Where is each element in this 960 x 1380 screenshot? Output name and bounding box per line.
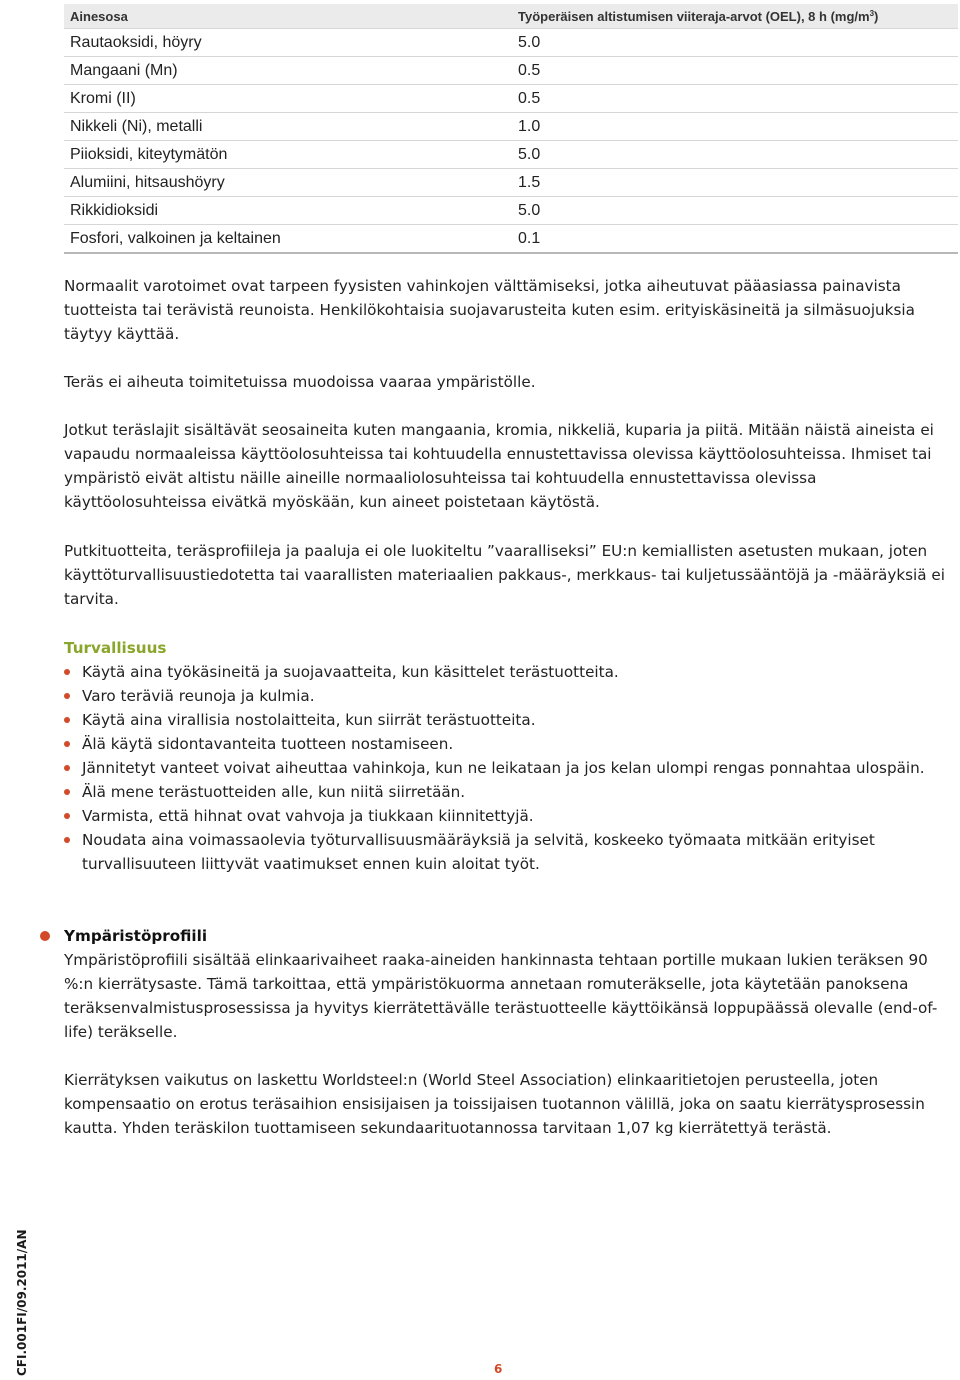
paragraph-environment-safe: Teräs ei aiheuta toimitetuissa muodoissa vaaraa ympäristölle. <box>64 373 536 391</box>
paragraph-precautions: Normaalit varotoimet ovat tarpeen fyysisten vahinkojen välttämiseksi, jotka aiheutuvat pääasiassa painavista tuotteista tai terävistä reunoista. Henkilökohtaisia suojavarusteita kuten esim. erityiskäsineitä ja silmäsuojuksia täytyy käyttää. <box>64 277 915 343</box>
row-value: 5.0 <box>518 29 958 57</box>
bullet-icon <box>64 765 70 771</box>
row-value: 5.0 <box>518 197 958 225</box>
bullet-icon <box>64 837 70 843</box>
list-item <box>64 780 958 804</box>
table-row <box>64 85 958 113</box>
list-item-text: Varo teräviä reunoja ja kulmia. <box>82 687 315 705</box>
header-oel-sup: 3 <box>869 8 875 18</box>
oel-table <box>64 4 958 254</box>
row-substance: Mangaani (Mn) <box>64 57 518 85</box>
table-row <box>64 197 958 225</box>
paragraph-classification: Putkituotteita, teräsprofiileja ja paaluja ei ole luokiteltu ”vaaralliseksi” EU:n kemiallisten asetusten mukaan, joten käyttöturvallisuustiedotetta tai vaarallisten materiaalien pakkaus-, merkkaus- tai kuljetussääntöjä ja -määräyksiä ei tarvita. <box>64 542 945 608</box>
bullet-icon <box>64 669 70 675</box>
list-item-text: Älä mene terästuotteiden alle, kun niitä siirretään. <box>82 783 466 801</box>
list-item <box>64 828 958 876</box>
header-oel-close: ) <box>874 8 879 24</box>
paragraph-environment-profile: Ympäristöprofiili sisältää elinkaarivaiheet raaka-aineiden hankinnasta tehtaan portille mukaan lukien teräksen 90 %:n kierrätysaste. Tämä tarkoittaa, että ympäristökuorma annetaan romuteräkselle, jota käytetään panoksena teräksenvalmistusprosessissa ja hyvitys kierrätettävälle terästuotteelle käyttöikänsä loppupäässä olevalle (end-of-life) teräkselle. <box>64 951 938 1041</box>
list-item <box>64 708 958 732</box>
row-value: 1.5 <box>518 169 958 197</box>
table-row <box>64 113 958 141</box>
row-substance: Nikkeli (Ni), metalli <box>64 113 518 141</box>
safety-list <box>64 660 958 876</box>
list-item <box>64 804 958 828</box>
safety-heading: Turvallisuus <box>64 639 167 657</box>
bullet-icon <box>64 717 70 723</box>
list-item-text: Varmista, että hihnat ovat vahvoja ja tiukkaan kiinnitettyjä. <box>82 807 534 825</box>
table-header-row <box>64 4 958 29</box>
paragraph-alloying-elements: Jotkut teräslajit sisältävät seosaineita kuten mangaania, kromia, nikkeliä, kuparia ja piitä. Mitään näistä aineista ei vapaudu normaaleissa käyttöolosuhteissa tai kohtuudella ennustettavissa olevissa käyttöolosuhteissa. Ihmiset tai ympäristö eivät altistu näille aineille normaaliolosuhteissa tai kohtuudella ennustettavissa olevissa käyttöolosuhteissa eivätkä myöskään, kun aineet poistetaan käytöstä. <box>64 421 934 511</box>
list-item <box>64 660 958 684</box>
list-item <box>64 684 958 708</box>
row-substance: Alumiini, hitsaushöyry <box>64 169 518 197</box>
table-row <box>64 169 958 197</box>
section-bullet-icon <box>40 931 50 941</box>
list-item <box>64 756 958 780</box>
list-item-text: Älä käytä sidontavanteita tuotteen nostamiseen. <box>82 735 454 753</box>
header-oel <box>518 4 958 29</box>
table-row <box>64 57 958 85</box>
table-row <box>64 29 958 57</box>
bullet-icon <box>64 741 70 747</box>
page-number: 6 <box>494 1362 503 1376</box>
row-substance: Piioksidi, kiteytymätön <box>64 141 518 169</box>
header-substance: Ainesosa <box>64 4 518 29</box>
environment-heading: Ympäristöprofiili <box>64 927 208 945</box>
list-item-text: Jännitetyt vanteet voivat aiheuttaa vahinkoja, kun ne leikataan ja jos kelan ulompi rengas ponnahtaa ulospäin. <box>82 759 925 777</box>
list-item-text: Käytä aina virallisia nostolaitteita, kun siirrät terästuotteita. <box>82 711 536 729</box>
bullet-icon <box>64 693 70 699</box>
paragraph-recycling-impact: Kierrätyksen vaikutus on laskettu Worldsteel:n (World Steel Association) elinkaaritietojen perusteella, joten kompensaatio on erotus teräsaihion ensisijaisen ja toissijaisen tuotannon välillä, joka on saatu kierrätysprosessin kautta. Yhden teräskilon tuottamiseen sekundaarituotannossa tarvitaan 1,07 kg kierrätettyä terästä. <box>64 1071 925 1137</box>
row-substance: Kromi (II) <box>64 85 518 113</box>
row-value: 0.5 <box>518 57 958 85</box>
bullet-icon <box>64 789 70 795</box>
row-value: 5.0 <box>518 141 958 169</box>
bullet-icon <box>64 813 70 819</box>
row-substance: Fosfori, valkoinen ja keltainen <box>64 225 518 254</box>
row-value: 0.5 <box>518 85 958 113</box>
list-item-text: Noudata aina voimassaolevia työturvallisuusmääräyksiä ja selvitä, koskeeko työmaata mitkään erityiset turvallisuuteen liittyvät vaatimukset ennen kuin aloitat työt. <box>82 831 875 873</box>
row-substance: Rikkidioksidi <box>64 197 518 225</box>
row-substance: Rautaoksidi, höyry <box>64 29 518 57</box>
table-row <box>64 141 958 169</box>
row-value: 1.0 <box>518 113 958 141</box>
header-oel-text: Työperäisen altistumisen viiteraja-arvot (OEL), 8 h (mg/m <box>518 8 870 24</box>
list-item <box>64 732 958 756</box>
table-row <box>64 225 958 254</box>
list-item-text: Käytä aina työkäsineitä ja suojavaatteita, kun käsittelet terästuotteita. <box>82 663 619 681</box>
document-code: CFI.001FI/09.2011/AN <box>15 1229 29 1376</box>
row-value: 0.1 <box>518 225 958 254</box>
